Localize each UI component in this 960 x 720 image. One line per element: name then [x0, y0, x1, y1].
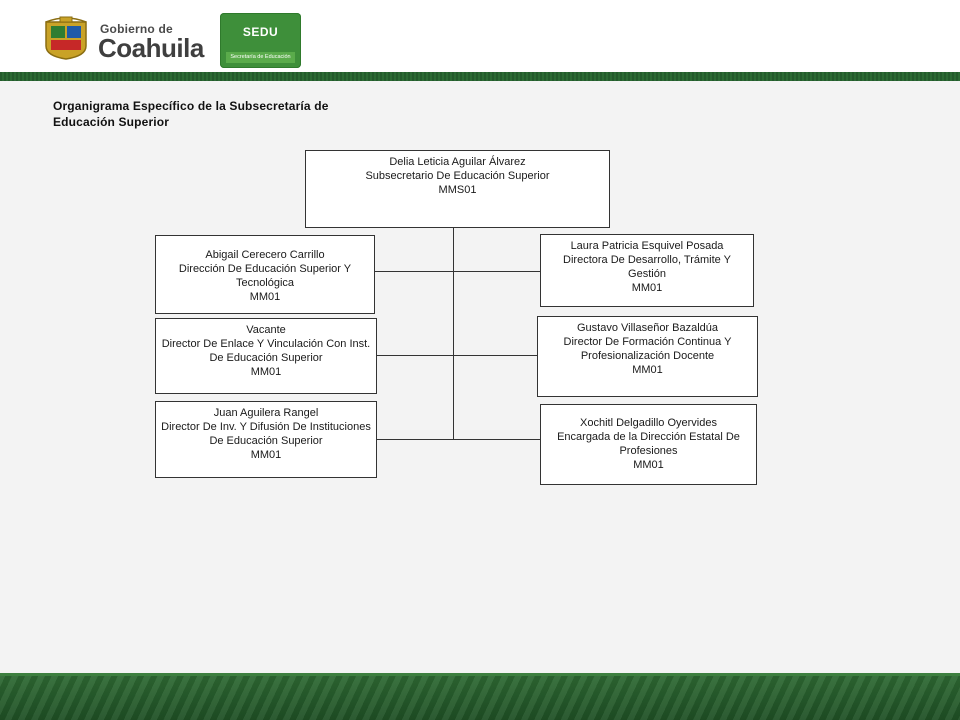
node-name: Juan Aguilera Rangel: [213, 407, 319, 419]
coahuila-seal-icon: [40, 16, 92, 60]
node-position: Directora De Desarrollo, Trámite Y Gestión: [563, 254, 731, 280]
node-position: Encargada de la Dirección Estatal De Profesiones: [557, 431, 740, 457]
node-code: MM01: [249, 291, 281, 303]
sedu-title: SEDU: [242, 25, 279, 39]
node-code: MMS01: [438, 184, 477, 196]
header-green-stripe: [0, 72, 960, 81]
node-name: Delia Leticia Aguilar Álvarez: [389, 156, 526, 168]
node-position: Director De Formación Continua Y Profesionalización Docente: [563, 336, 732, 362]
org-node-left-1: [155, 235, 375, 314]
node-position: Dirección De Educación Superior Y Tecnológica: [178, 263, 352, 289]
brand-big-text: Coahuila: [98, 33, 204, 63]
node-position: Director De Inv. Y Difusión De Instituciones De Educación Superior: [161, 421, 371, 447]
page-title: Organigrama Específico de la Subsecretaría de Educación Superior: [53, 99, 329, 129]
node-name: Gustavo Villaseñor Bazaldúa: [576, 322, 719, 334]
node-name: Xochitl Delgadillo Oyervides: [580, 417, 717, 429]
sedu-subtitle: Secretaría de Educación: [230, 54, 291, 60]
node-code: MM01: [633, 459, 664, 471]
branch-line-1: [374, 271, 540, 272]
sedu-subtitle-strip: [226, 52, 295, 63]
org-node-root: [305, 150, 610, 228]
node-position: Subsecretario De Educación Superior: [365, 170, 550, 182]
node-code: MM01: [631, 282, 663, 294]
node-code: MM01: [250, 366, 282, 378]
footer-green-band: [0, 673, 960, 720]
node-name: Abigail Cerecero Carrillo: [205, 249, 325, 261]
node-code: MM01: [250, 449, 282, 461]
org-node-right-1: [540, 234, 754, 307]
node-name: Vacante: [246, 324, 286, 336]
branch-line-3: [376, 439, 540, 440]
node-code: MM01: [632, 364, 663, 376]
org-node-right-3: [540, 404, 757, 485]
footer-band-edge: [0, 673, 960, 676]
sedu-logo: [220, 13, 301, 68]
brand-small-text: Gobierno de: [100, 22, 173, 36]
node-position: Director De Enlace Y Vinculación Con Inst. De Educación Superior: [161, 338, 371, 364]
org-node-left-2: [155, 318, 377, 394]
org-node-right-2: [537, 316, 758, 397]
trunk-line: [453, 227, 454, 439]
org-node-left-3: [155, 401, 377, 478]
branch-line-2: [376, 355, 537, 356]
node-name: Laura Patricia Esquivel Posada: [570, 240, 724, 252]
coahuila-logo: [40, 16, 210, 64]
